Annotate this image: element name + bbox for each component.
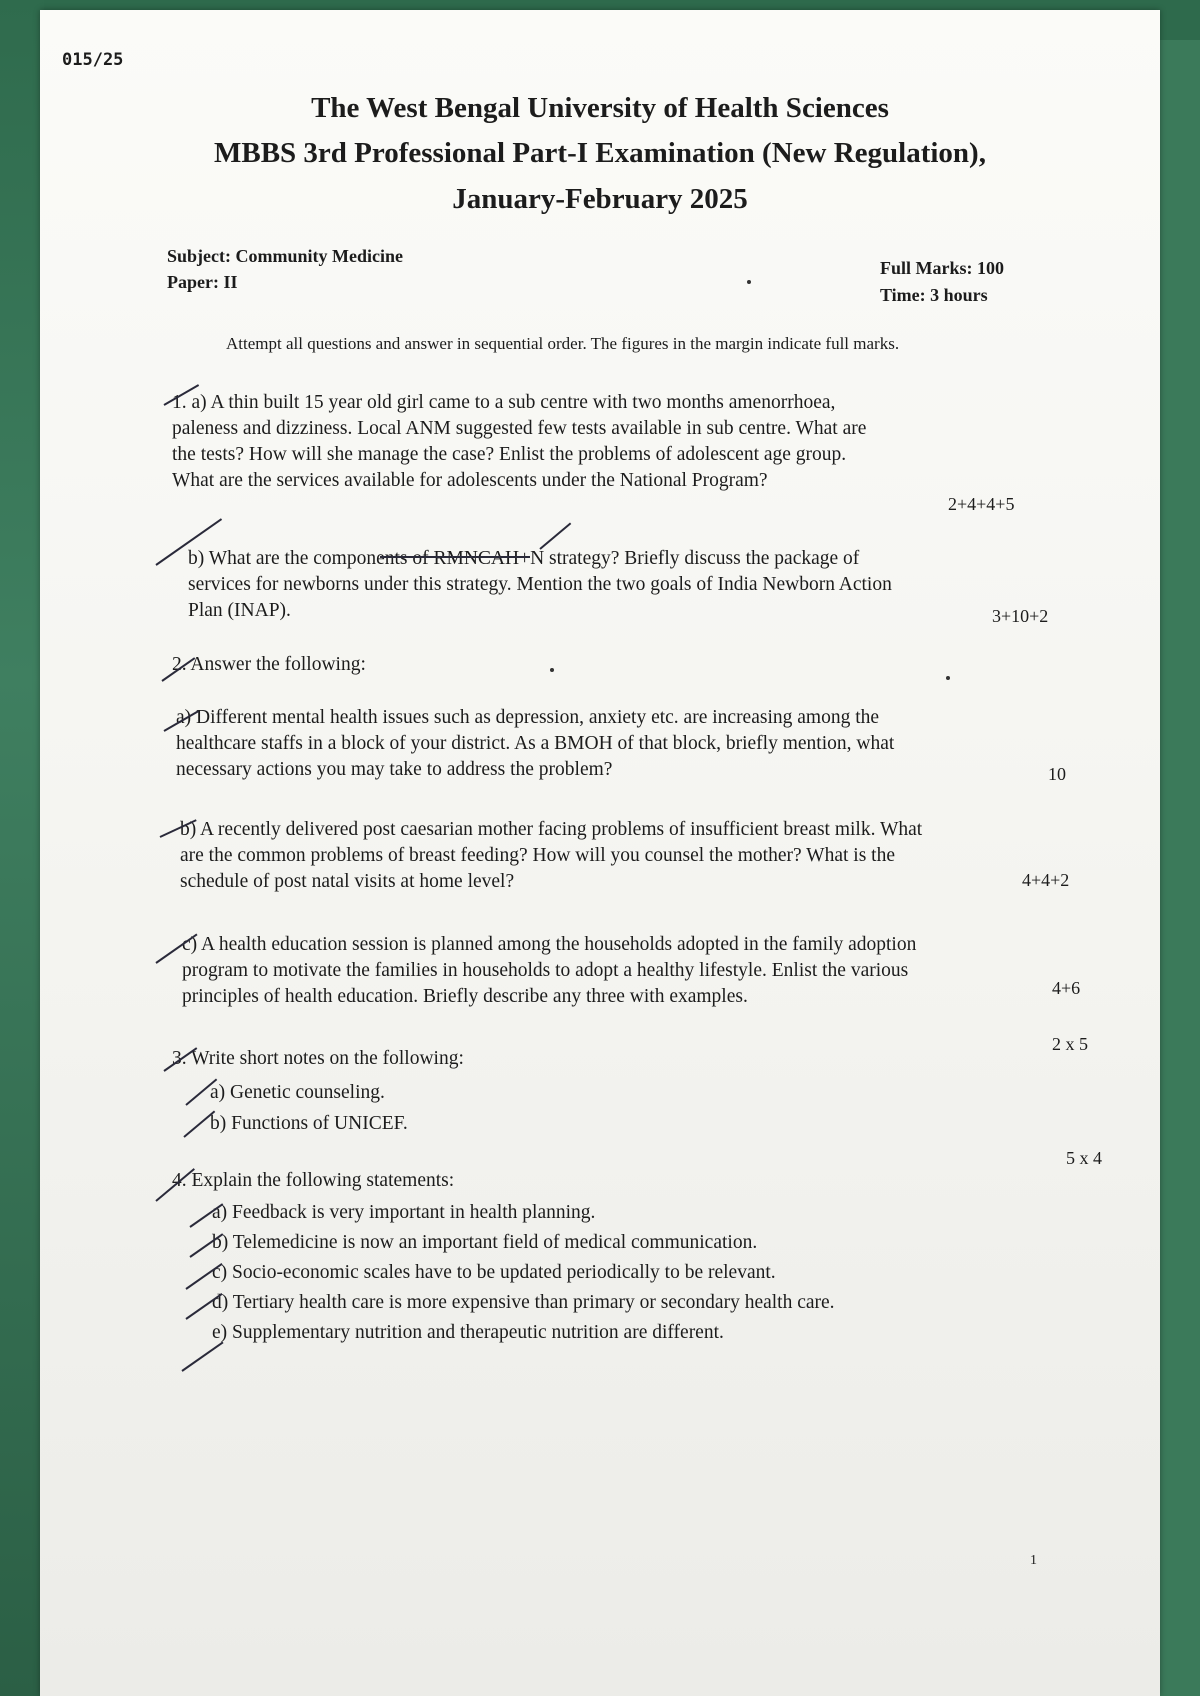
question-line: the tests? How will she manage the case? Enlist the problems of adolescent age group. bbox=[172, 444, 847, 465]
question-line: b) A recently delivered post caesarian mother facing problems of insufficient breast milk. What bbox=[180, 819, 923, 840]
question-line: healthcare staffs in a block of your district. As a BMOH of that block, briefly mention, what bbox=[176, 733, 895, 754]
paper-label: Paper: II bbox=[167, 272, 238, 292]
question-3-marks: 2 x 5 bbox=[1052, 1034, 1088, 1054]
university-title: The West Bengal University of Health Sciences bbox=[311, 92, 889, 124]
question-4-item: e) Supplementary nutrition and therapeutic nutrition are different. bbox=[212, 1322, 724, 1343]
question-1b-marks: 3+10+2 bbox=[992, 606, 1049, 626]
question-line: services for newborns under this strategy. Mention the two goals of India Newborn Action bbox=[188, 574, 892, 595]
question-line: program to motivate the families in households to adopt a healthy lifestyle. Enlist the various bbox=[182, 960, 909, 981]
question-4-item: a) Feedback is very important in health planning. bbox=[212, 1202, 596, 1223]
question-2-heading: 2. Answer the following: bbox=[172, 654, 366, 675]
question-4-item: d) Tertiary health care is more expensive than primary or secondary health care. bbox=[212, 1292, 835, 1313]
full-marks-label: Full Marks: 100 bbox=[880, 258, 1004, 278]
question-2c-marks: 4+6 bbox=[1052, 978, 1081, 998]
subject-label: Subject: Community Medicine bbox=[167, 246, 403, 266]
question-3-heading: 3. Write short notes on the following: bbox=[172, 1048, 464, 1069]
question-line: paleness and dizziness. Local ANM suggested few tests available in sub centre. What are bbox=[172, 418, 867, 439]
question-3-item: b) Functions of UNICEF. bbox=[210, 1113, 408, 1134]
question-line: b) What are the components of RMNCAH+N strategy? Briefly discuss the package of bbox=[188, 548, 860, 569]
question-2a-marks: 10 bbox=[1048, 764, 1066, 784]
page-number: 1 bbox=[1030, 1553, 1037, 1568]
page-code: 015/25 bbox=[62, 50, 124, 70]
question-4-item: b) Telemedicine is now an important field of medical communication. bbox=[212, 1232, 758, 1253]
question-line: a) Different mental health issues such as depression, anxiety etc. are increasing among the bbox=[176, 707, 880, 728]
exam-title: MBBS 3rd Professional Part-I Examination (New Regulation), bbox=[214, 137, 986, 169]
instructions: Attempt all questions and answer in sequential order. The figures in the margin indicate full marks. bbox=[226, 334, 900, 353]
stray-dot bbox=[550, 668, 554, 672]
question-1a-marks: 2+4+4+5 bbox=[948, 494, 1015, 514]
question-line: 1. a) A thin built 15 year old girl came to a sub centre with two months amenorrhoea, bbox=[172, 392, 836, 413]
question-line: principles of health education. Briefly describe any three with examples. bbox=[182, 986, 748, 1007]
question-line: necessary actions you may take to address the problem? bbox=[176, 759, 613, 780]
question-2b bbox=[180, 817, 1100, 895]
question-4-item: c) Socio-economic scales have to be updated periodically to be relevant. bbox=[212, 1262, 776, 1283]
question-4-marks: 5 x 4 bbox=[1066, 1148, 1102, 1168]
question-2c bbox=[182, 932, 1102, 1010]
question-line: schedule of post natal visits at home level? bbox=[180, 871, 515, 892]
question-2b-marks: 4+4+2 bbox=[1022, 870, 1070, 890]
question-line: What are the services available for adolescents under the National Program? bbox=[172, 470, 768, 491]
stray-dot bbox=[946, 676, 950, 680]
pen-strikethrough-mark bbox=[380, 556, 530, 558]
question-1b bbox=[188, 546, 1068, 624]
question-3-item: a) Genetic counseling. bbox=[210, 1082, 385, 1103]
background-left bbox=[0, 0, 44, 1696]
time-label: Time: 3 hours bbox=[880, 285, 988, 305]
exam-session: January-February 2025 bbox=[452, 183, 748, 215]
question-2a bbox=[176, 705, 1076, 783]
question-4-heading: 4. Explain the following statements: bbox=[172, 1170, 455, 1191]
question-line: c) A health education session is planned among the households adopted in the family adoption bbox=[182, 934, 917, 955]
question-line: are the common problems of breast feeding? How will you counsel the mother? What is the bbox=[180, 845, 895, 866]
question-1a bbox=[172, 390, 1032, 494]
stray-dot bbox=[747, 280, 751, 284]
question-line: Plan (INAP). bbox=[188, 600, 291, 621]
